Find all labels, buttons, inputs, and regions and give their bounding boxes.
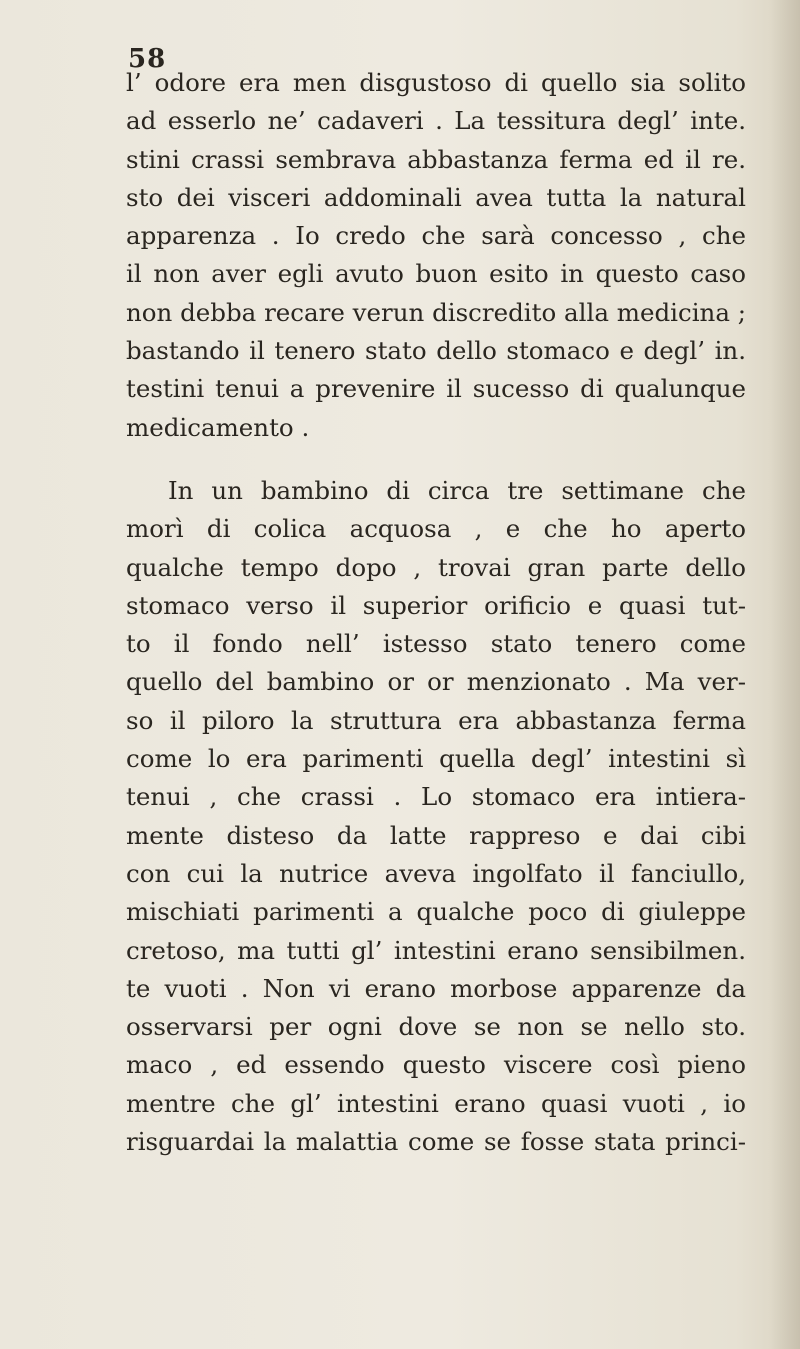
text-line: cretoso, ma tutti gl’ intestini erano sensibilmen.: [126, 935, 746, 965]
text-line: non debba recare verun discredito alla medicina ;: [126, 297, 746, 327]
text-line: medicamento .: [126, 412, 310, 442]
text-line: mente disteso da latte rappreso e dai cibi: [126, 820, 746, 850]
text-line: mischiati parimenti a qualche poco di giuleppe: [126, 897, 746, 927]
text-line: testini tenui a prevenire il sucesso di qualunque: [126, 374, 746, 404]
text-line: In un bambino di circa tre settimane che: [168, 476, 746, 505]
text-line: apparenza . Io credo che sarà concesso , che: [126, 221, 746, 251]
text-line: il non aver egli avuto buon esito in questo caso: [126, 259, 746, 289]
text-line: come lo era parimenti quella degl’ intestini sì: [126, 744, 746, 774]
text-line: stomaco verso il superior orificio e quasi tut-: [126, 590, 746, 620]
page-edge-shadow: [770, 0, 800, 1349]
text-line: maco , ed essendo questo viscere così pieno: [126, 1050, 746, 1080]
text-line: tenui , che crassi . Lo stomaco era intiera-: [126, 782, 746, 812]
text-line: quello del bambino or or menzionato . Ma ver-: [126, 667, 746, 697]
text-line: ad esserlo ne’ cadaveri . La tessitura degl’ inte.: [126, 106, 746, 136]
text-line: mentre che gl’ intestini erano quasi vuoti , io: [126, 1088, 746, 1118]
text-line: morì di colica acquosa , e che ho aperto: [126, 514, 746, 544]
paragraph-1: [126, 64, 746, 447]
text-line: bastando il tenero stato dello stomaco e degl’ in.: [126, 336, 746, 366]
text-line: l’ odore era men disgustoso di quello sia solito: [126, 68, 746, 97]
text-line: qualche tempo dopo , trovai gran parte dello: [126, 552, 746, 582]
page-number: 58: [128, 44, 167, 74]
text-line: con cui la nutrice aveva ingolfato il fanciullo,: [126, 858, 746, 888]
text-line: to il fondo nell’ istesso stato tenero come: [126, 629, 746, 659]
text-line: osservarsi per ogni dove se non se nello sto.: [126, 1012, 746, 1042]
text-line: sto dei visceri addominali avea tutta la natural: [126, 182, 746, 212]
text-line: so il piloro la struttura era abbastanza ferma: [126, 705, 746, 735]
paragraph-2: [126, 472, 746, 1161]
text-line: te vuoti . Non vi erano morbose apparenze da: [126, 973, 746, 1003]
text-line: stini crassi sembrava abbastanza ferma ed il re.: [126, 144, 746, 174]
text-line: risguardai la malattia come se fosse stata princi-: [126, 1127, 746, 1157]
